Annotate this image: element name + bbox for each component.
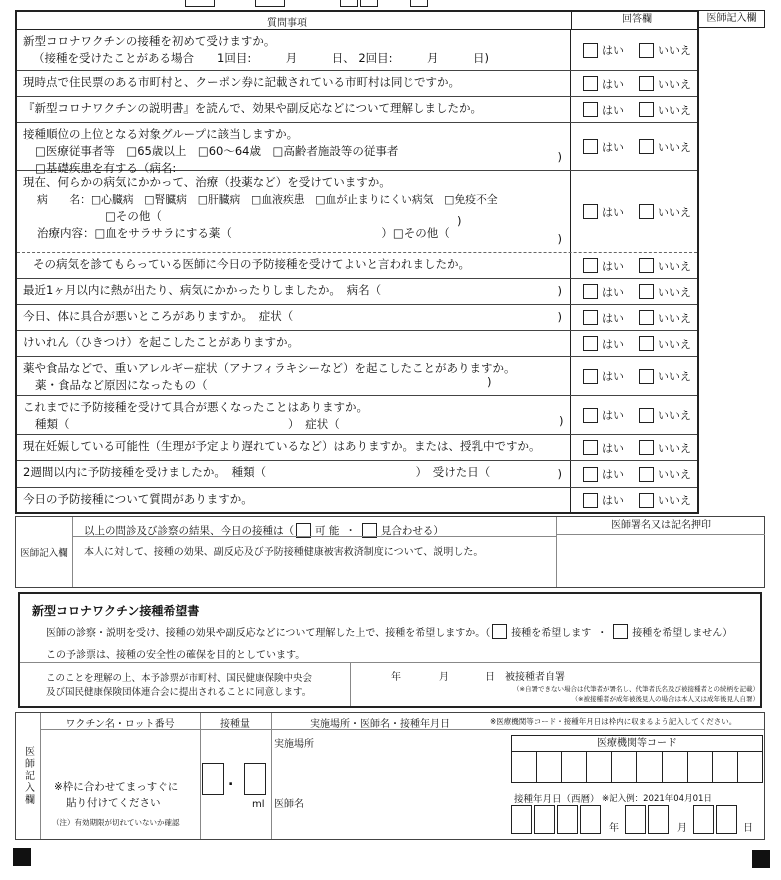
- option-separator: ・: [345, 525, 356, 537]
- yes-label: はい: [602, 44, 624, 57]
- no-checkbox[interactable]: [639, 336, 654, 351]
- yes-label: はい: [602, 311, 624, 325]
- vaccination-record-section: [15, 712, 765, 840]
- yes-label: はい: [602, 205, 624, 219]
- yes-checkbox[interactable]: [583, 43, 598, 58]
- no-checkbox[interactable]: [639, 204, 654, 219]
- col-dose: 接種量: [220, 719, 250, 730]
- no-label: いいえ: [658, 77, 691, 91]
- no-checkbox[interactable]: [639, 440, 654, 455]
- closing-paren: ): [557, 467, 562, 481]
- question-row: [17, 435, 697, 461]
- question-row: [17, 331, 697, 357]
- question-line: けいれん（ひきつけ）を起こしたことがありますか。: [23, 335, 299, 349]
- answer-yes[interactable]: [583, 466, 624, 482]
- answer-yes[interactable]: [583, 76, 624, 92]
- wish-consent-1: このことを理解の上、本予診票が市町村、国民健康保険中央会: [46, 673, 313, 684]
- question-line: 最近1ヶ月以内に熱が出たり、病気にかかったりしましたか。 病名（: [23, 283, 382, 297]
- answer-no[interactable]: [639, 76, 691, 92]
- question-text: [17, 171, 571, 252]
- yes-checkbox[interactable]: [583, 440, 598, 455]
- answer-cell: [571, 488, 701, 512]
- answer-no[interactable]: [639, 336, 691, 352]
- answer-yes[interactable]: [583, 284, 624, 300]
- answer-no[interactable]: [639, 284, 691, 300]
- answer-yes[interactable]: [583, 102, 624, 118]
- question-row: [17, 253, 697, 279]
- code-digit-box[interactable]: [612, 752, 637, 782]
- no-checkbox[interactable]: [639, 139, 654, 154]
- answer-yes[interactable]: [583, 204, 624, 220]
- date-label: 接種年月日（西暦）: [514, 794, 600, 805]
- yes-label: はい: [602, 285, 624, 299]
- wish-separator: ・: [597, 628, 608, 639]
- doctor-record-label: 医師記入欄: [16, 517, 73, 587]
- col-place: 実施場所・医師名・接種年月日: [310, 719, 450, 730]
- vaccination-wish-section: [18, 592, 762, 708]
- question-line: 接種順位の上位となる対象グループに該当しますか。: [23, 127, 299, 141]
- question-text: [17, 123, 571, 175]
- question-line: 現在、何らかの病気にかかって、治療（投薬など）を受けていますか。: [23, 175, 391, 189]
- question-line: 薬や食品などで、重いアレルギー症状（アナフィラキシーなど）を起こしたことがありますか。: [23, 361, 516, 375]
- question-line: 種類（ ） 症状（: [35, 417, 340, 431]
- no-checkbox[interactable]: [639, 369, 654, 384]
- yes-label: はい: [602, 441, 624, 455]
- explanation-text: 本人に対して、接種の効果、副反応及び予防接種健康被害救済制度について、説明した。: [84, 547, 484, 558]
- closing-paren: ): [557, 284, 562, 298]
- closing-paren: ): [559, 414, 564, 428]
- dose-decimal-point: .: [228, 773, 234, 789]
- dose-decimal-box[interactable]: [244, 763, 266, 795]
- yes-label: はい: [602, 259, 624, 273]
- code-digit-box[interactable]: [663, 752, 688, 782]
- place-label: 実施場所: [274, 739, 314, 750]
- date-boxes: [511, 805, 757, 834]
- yes-checkbox[interactable]: [583, 284, 598, 299]
- yes-checkbox[interactable]: [583, 204, 598, 219]
- decision-suffix: ）: [433, 525, 444, 537]
- yes-checkbox[interactable]: [583, 408, 598, 423]
- code-digit-box[interactable]: [713, 752, 738, 782]
- question-text: [17, 331, 571, 356]
- no-checkbox[interactable]: [639, 76, 654, 91]
- date-day: 日: [743, 823, 753, 834]
- question-line: 病 名：□心臓病 □腎臓病 □肝臓病 □血液疾患 □血が止まりにくい病気 □免疫不全: [37, 193, 498, 206]
- question-line: □医療従事者等 □65歳以上 □60～64歳 □高齢者施設等の従事者: [35, 144, 399, 158]
- month-digit-box[interactable]: [648, 805, 669, 834]
- answer-cell: [571, 253, 701, 278]
- day-digit-box[interactable]: [716, 805, 737, 834]
- wish-yes-checkbox[interactable]: [492, 624, 507, 639]
- date-month: 月: [677, 823, 687, 834]
- yes-checkbox[interactable]: [583, 493, 598, 508]
- question-line: 今日の予防接種について質問がありますか。: [23, 492, 253, 506]
- no-label: いいえ: [658, 409, 691, 422]
- answer-yes[interactable]: [583, 139, 624, 155]
- question-text: [17, 435, 571, 460]
- yes-checkbox[interactable]: [583, 310, 598, 325]
- wish-day: 日: [485, 672, 495, 683]
- question-row: [17, 305, 697, 331]
- code-digit-box[interactable]: [562, 752, 587, 782]
- no-checkbox[interactable]: [639, 467, 654, 482]
- header-answer: 回答欄: [571, 12, 702, 29]
- date-year: 年: [609, 823, 619, 834]
- wish-consent-2: 及び国民健康保険団体連合会に提出されることに同意します。: [46, 687, 312, 698]
- answer-no[interactable]: [639, 310, 691, 326]
- date-example: ※記入例：2021年04月01日: [602, 794, 712, 804]
- answer-no[interactable]: [639, 440, 691, 456]
- answer-no[interactable]: [639, 139, 691, 155]
- yes-label: はい: [602, 140, 624, 154]
- code-digit-box[interactable]: [637, 752, 662, 782]
- no-label: いいえ: [658, 441, 691, 455]
- yes-label: はい: [602, 494, 624, 507]
- question-row: [17, 279, 697, 305]
- signature-box[interactable]: [556, 517, 765, 587]
- year-digit-box[interactable]: [557, 805, 578, 834]
- dose-integer-box[interactable]: [202, 763, 224, 795]
- no-checkbox[interactable]: [639, 310, 654, 325]
- answer-no[interactable]: [639, 407, 691, 423]
- answer-no[interactable]: [639, 258, 691, 274]
- wish-year: 年: [391, 672, 401, 683]
- question-row: [17, 171, 697, 253]
- question-row: [17, 71, 697, 97]
- question-text: [17, 357, 571, 395]
- question-text: [17, 396, 571, 434]
- day-digit-box[interactable]: [693, 805, 714, 834]
- answer-yes[interactable]: [583, 440, 624, 456]
- question-row: [17, 357, 697, 396]
- col-vaccine: ワクチン名・ロット番号: [65, 719, 175, 730]
- code-digit-box[interactable]: [537, 752, 562, 782]
- yes-checkbox[interactable]: [583, 336, 598, 351]
- question-line: 薬・食品など原因になったもの（: [35, 378, 208, 392]
- question-row: [17, 123, 697, 175]
- no-label: いいえ: [658, 494, 691, 507]
- answer-yes[interactable]: [583, 368, 624, 384]
- sticker-note-1: ※枠に合わせてまっすぐに: [54, 781, 179, 793]
- answer-yes[interactable]: [583, 336, 624, 352]
- closing-paren: ): [557, 310, 562, 324]
- question-line: 新型コロナワクチンの接種を初めて受けますか。: [23, 34, 276, 48]
- record-side-label: 医師記入欄: [16, 713, 41, 839]
- yes-checkbox[interactable]: [583, 467, 598, 482]
- answer-cell: [571, 30, 701, 70]
- question-line: 現在妊娠している可能性（生理が予定より遅れているなど）はありますか。または、授乳中ですか。: [23, 439, 541, 453]
- closing-paren: ): [487, 375, 492, 389]
- yes-checkbox[interactable]: [583, 139, 598, 154]
- code-digit-box[interactable]: [512, 752, 537, 782]
- question-table: [15, 10, 699, 514]
- answer-yes[interactable]: [583, 407, 624, 423]
- question-line: 現時点で住民票のある市町村と、クーポン券に記載されている市町村は同じですか。: [23, 75, 460, 89]
- wish-month: 月: [439, 672, 449, 683]
- question-text: [17, 30, 571, 70]
- answer-no[interactable]: [639, 204, 691, 220]
- no-checkbox[interactable]: [639, 43, 654, 58]
- wish-title: 新型コロナワクチン接種希望書: [32, 604, 200, 618]
- wish-question-text: 医師の診察・説明を受け、接種の効果や副反応などについて理解した上で、接種を希望しますか。（: [46, 628, 491, 639]
- no-label: いいえ: [658, 311, 691, 325]
- header-question: 質問事項: [267, 18, 307, 29]
- wish-signer-label: 被接種者自署: [505, 672, 565, 683]
- question-line: （接種を受けたことがある場合 1回目: 月 日、 2回目: 月 日): [33, 51, 490, 65]
- wish-no-label: 接種を希望しません）: [632, 628, 733, 639]
- sticker-note-2: 貼り付けてください: [66, 797, 161, 809]
- question-line: 治療内容：□血をサラサラにする薬（ ）□その他（: [37, 226, 450, 240]
- question-text: [17, 461, 571, 487]
- code-label: 医療機関等コード: [511, 735, 763, 752]
- answer-yes[interactable]: [583, 492, 624, 508]
- no-checkbox[interactable]: [639, 408, 654, 423]
- yes-checkbox[interactable]: [583, 76, 598, 91]
- no-label: いいえ: [658, 205, 691, 219]
- yes-checkbox[interactable]: [583, 369, 598, 384]
- yes-label: はい: [602, 370, 624, 383]
- no-label: いいえ: [658, 370, 691, 383]
- answer-cell: [571, 435, 701, 460]
- yes-checkbox[interactable]: [583, 258, 598, 273]
- header-doctor: 医師記入欄: [699, 10, 765, 28]
- col-note: ※医療機関等コード・接種年月日は枠内に収まるよう記入してください。: [490, 717, 737, 726]
- registration-mark: [13, 848, 31, 866]
- signature-label: 医師署名又は記名押印: [557, 517, 765, 535]
- no-label: いいえ: [658, 44, 691, 57]
- yes-label: はい: [602, 103, 624, 117]
- wish-note-1: （※自署できない場合は代筆者が署名し、代筆者氏名及び被接種者との続柄を記載）: [513, 685, 759, 693]
- answer-cell: [571, 123, 701, 170]
- no-label: いいえ: [658, 285, 691, 299]
- question-text: [17, 279, 571, 304]
- question-line: 今日、体に具合が悪いところがありますか。 症状（: [23, 309, 294, 323]
- code-boxes[interactable]: [511, 751, 763, 783]
- closing-paren: ): [457, 214, 462, 228]
- decision-prefix: 以上の問診及び診察の結果、今日の接種は（: [84, 525, 294, 537]
- question-line: 『新型コロナワクチンの説明書』を読んで、効果や副反応などについて理解しましたか。: [23, 101, 482, 115]
- wish-signature-box[interactable]: [350, 662, 763, 706]
- doctor-name-label: 医師名: [274, 799, 304, 810]
- answer-cell: [571, 396, 701, 434]
- no-checkbox[interactable]: [639, 493, 654, 508]
- dose-unit: ml: [252, 799, 265, 810]
- answer-no[interactable]: [639, 492, 691, 508]
- answer-cell: [571, 279, 701, 304]
- wish-note-2: （※被接種者が成年被後見人の場合は本人又は成年後見人自署）: [571, 695, 759, 703]
- no-label: いいえ: [658, 259, 691, 273]
- answer-cell: [571, 71, 701, 96]
- question-text: [17, 488, 571, 512]
- table-header: [17, 12, 697, 30]
- question-line: □その他（: [105, 209, 162, 223]
- no-label: いいえ: [658, 468, 691, 481]
- registration-mark: [752, 850, 770, 868]
- yes-label: はい: [602, 468, 624, 481]
- question-text: [17, 71, 571, 96]
- month-digit-box[interactable]: [625, 805, 646, 834]
- yes-checkbox[interactable]: [583, 102, 598, 117]
- no-label: いいえ: [658, 140, 691, 154]
- wish-question: [46, 624, 732, 639]
- question-line: その病気を診てもらっている医師に今日の予防接種を受けてよいと言われましたか。: [33, 257, 470, 271]
- no-checkbox[interactable]: [639, 284, 654, 299]
- question-line: これまでに予防接種を受けて具合が悪くなったことはありますか。: [23, 400, 368, 414]
- question-text: [17, 253, 571, 278]
- question-row: [17, 396, 697, 435]
- closing-paren: ): [557, 150, 562, 164]
- answer-cell: [571, 461, 701, 487]
- option-ok-label: 可 能: [315, 525, 340, 537]
- no-label: いいえ: [658, 103, 691, 117]
- question-text: [17, 97, 571, 122]
- closing-paren: ): [557, 232, 562, 246]
- doctor-record-section: [15, 516, 765, 588]
- answer-no[interactable]: [639, 102, 691, 118]
- answer-yes[interactable]: [583, 310, 624, 326]
- year-digit-box[interactable]: [580, 805, 601, 834]
- code-digit-box[interactable]: [688, 752, 713, 782]
- question-row: [17, 461, 697, 488]
- answer-no[interactable]: [639, 466, 691, 482]
- question-line: □基礎疾患を有する（病名:: [35, 161, 177, 175]
- expiry-note: （注）有効期限が切れていないか確認: [52, 818, 180, 827]
- yes-label: はい: [602, 337, 624, 351]
- answer-cell: [571, 305, 701, 330]
- code-digit-box[interactable]: [738, 752, 762, 782]
- question-row: [17, 30, 697, 71]
- answer-cell: [571, 331, 701, 356]
- answer-no[interactable]: [639, 368, 691, 384]
- yes-label: はい: [602, 77, 624, 91]
- option-defer-label: 見合わせる: [380, 525, 434, 537]
- wish-yes-label: 接種を希望します: [511, 628, 592, 639]
- question-text: [17, 305, 571, 330]
- answer-yes[interactable]: [583, 42, 624, 58]
- yes-label: はい: [602, 409, 624, 422]
- answer-cell: [571, 357, 701, 395]
- answer-no[interactable]: [639, 42, 691, 58]
- year-digit-box[interactable]: [511, 805, 532, 834]
- code-digit-box[interactable]: [587, 752, 612, 782]
- answer-cell: [571, 171, 701, 252]
- top-strip: [0, 0, 781, 8]
- answer-yes[interactable]: [583, 258, 624, 274]
- question-line: 2週間以内に予防接種を受けましたか。 種類（ ） 受けた日（: [23, 465, 491, 479]
- no-checkbox[interactable]: [639, 102, 654, 117]
- answer-cell: [571, 97, 701, 122]
- question-row: [17, 97, 697, 123]
- wish-purpose: この予診票は、接種の安全性の確保を目的としています。: [46, 650, 306, 661]
- question-row: [17, 488, 697, 512]
- year-digit-box[interactable]: [534, 805, 555, 834]
- wish-no-checkbox[interactable]: [613, 624, 628, 639]
- no-label: いいえ: [658, 337, 691, 351]
- no-checkbox[interactable]: [639, 258, 654, 273]
